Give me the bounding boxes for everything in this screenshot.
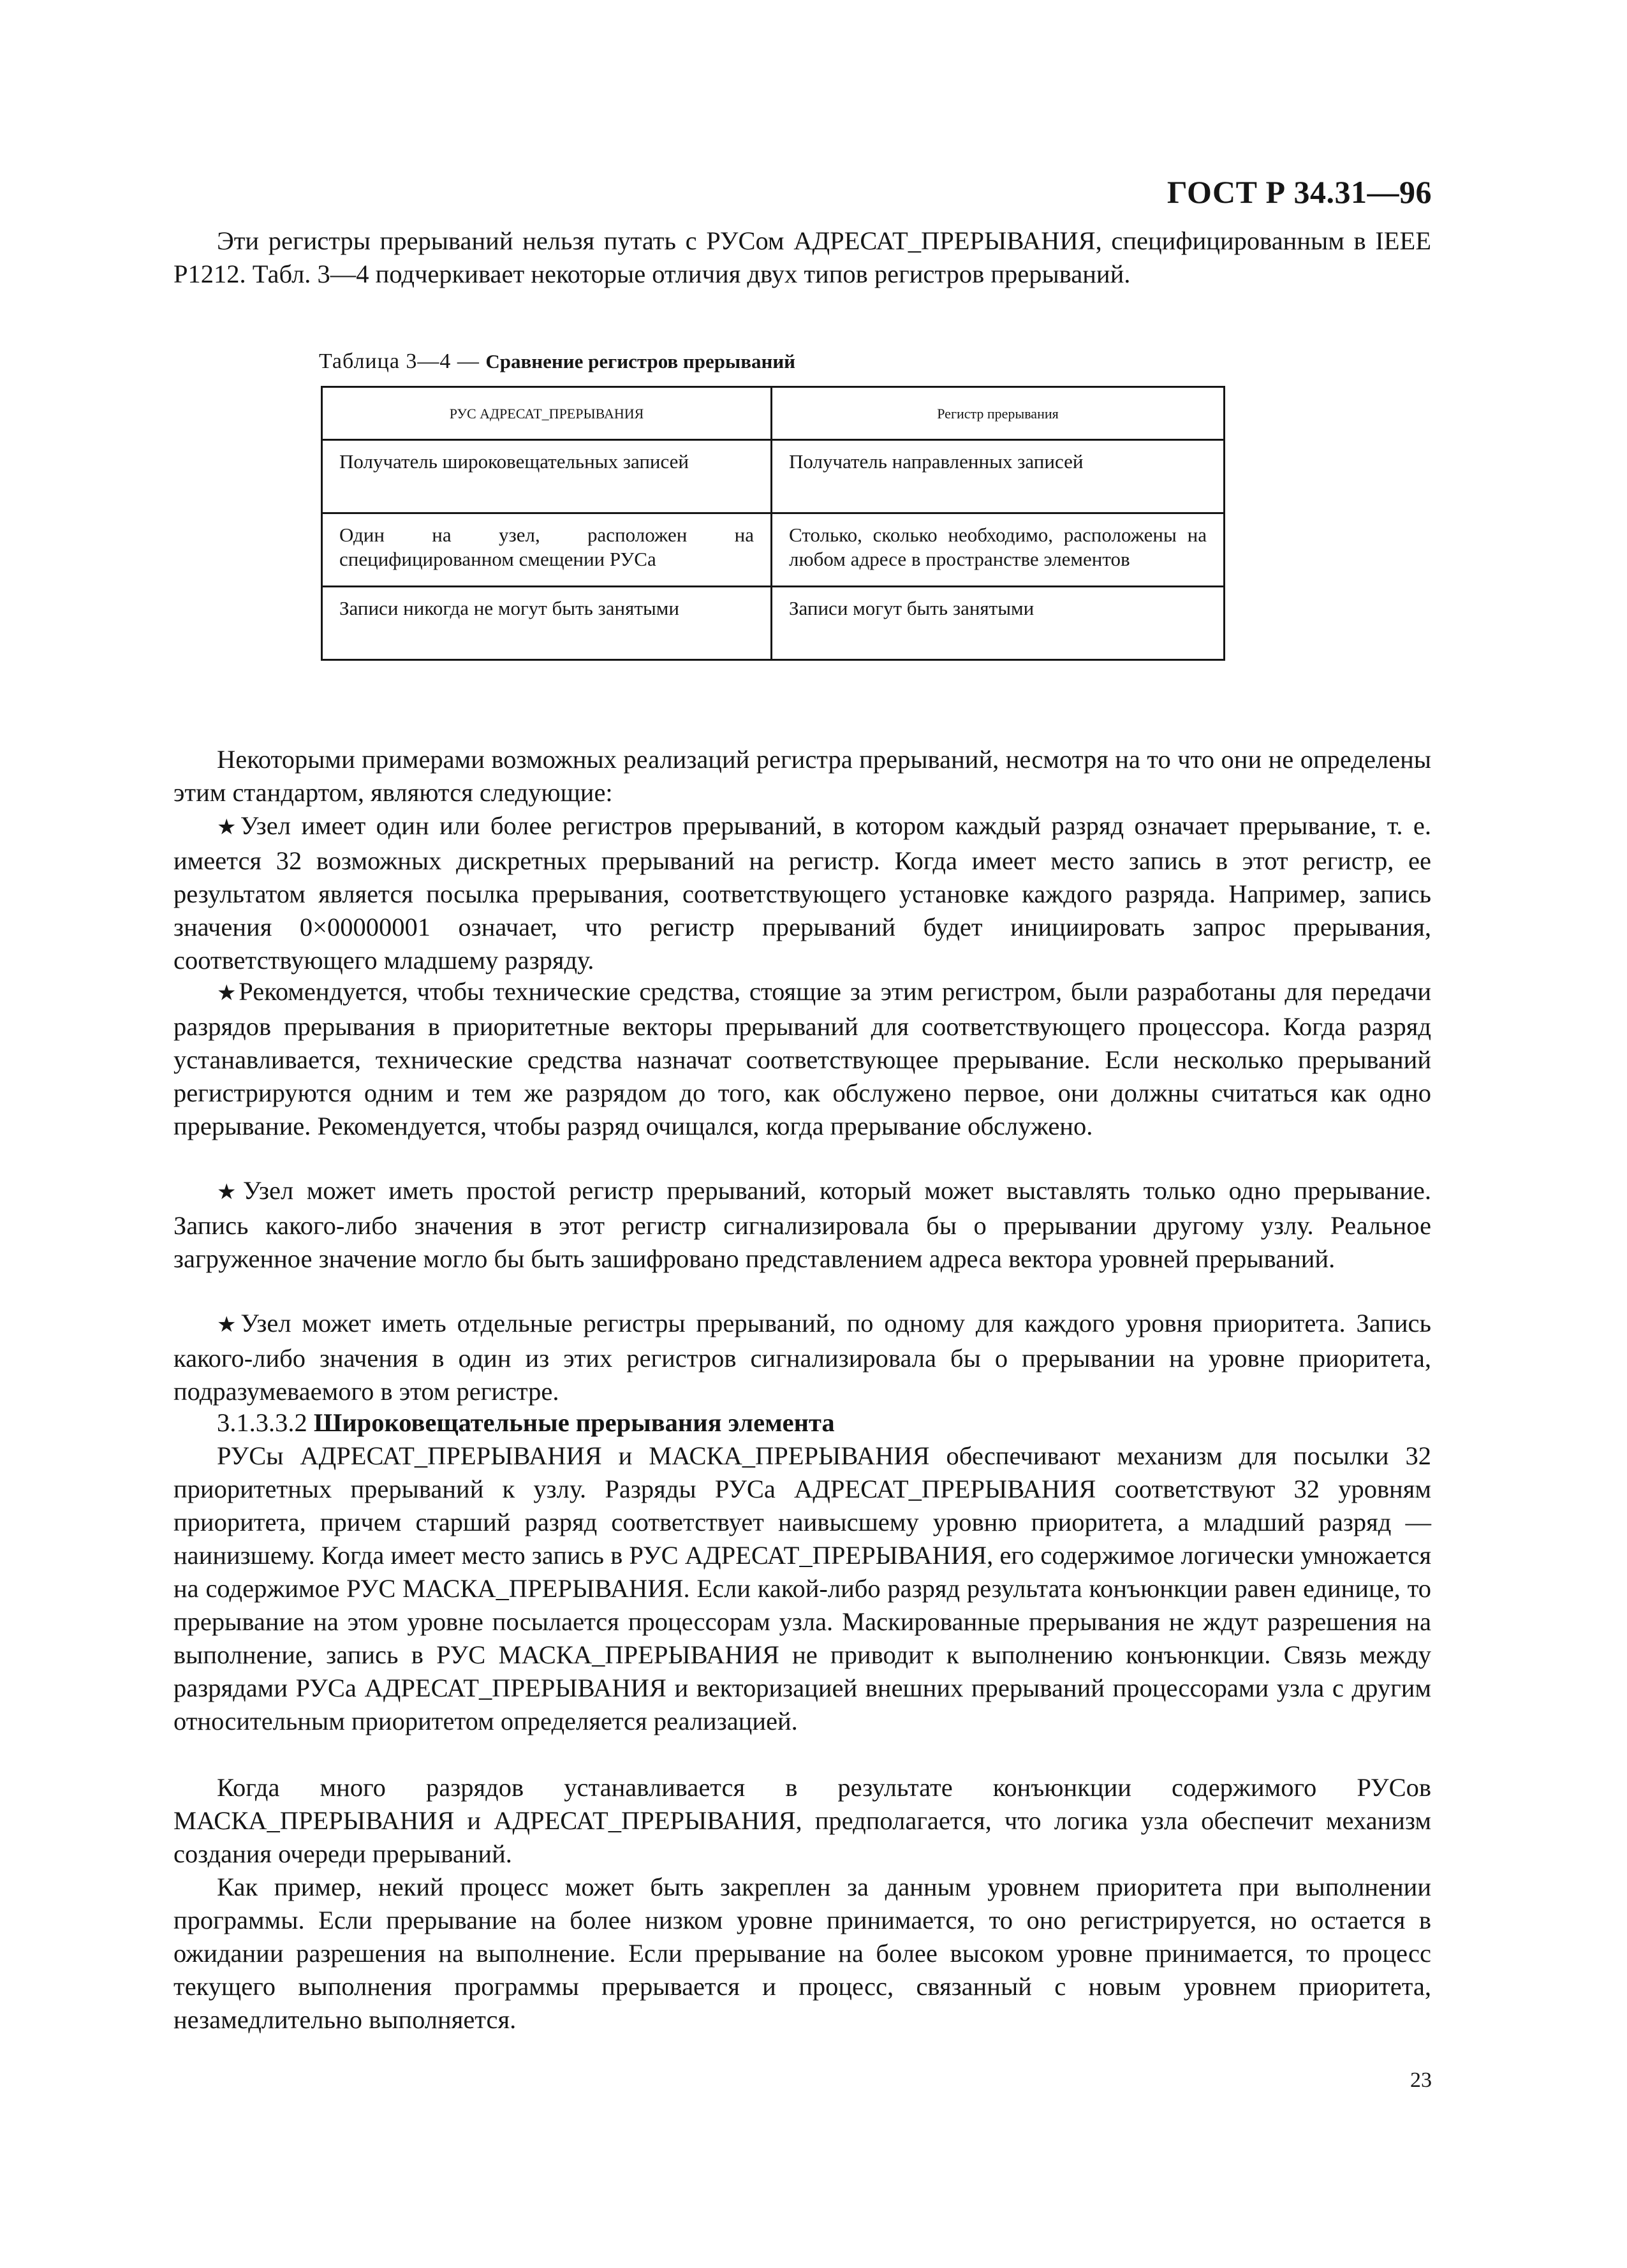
bullet-text: Узел имеет один или более регистров прерываний, в котором каждый разряд означает прерывание, т. е. имеется 32 возможных дискретных прерываний на регистр. Когда имеет место запись в этот регистр, ее результатом является посылка прерывания, соответствующего установке каждого разряда. Например, запись значения 0×00000001 означает, что регистр прерываний будет инициировать запрос прерывания, соответствующего младшему разряду. [173, 811, 1431, 975]
table-row [322, 587, 1225, 660]
table-row [322, 513, 1225, 587]
body-paragraph: РУСы АДРЕСАТ_ПРЕРЫВАНИЯ и МАСКА_ПРЕРЫВАНИЯ обеспечивают механизм для посылки 32 приоритетных прерываний к узлу. Разряды РУСа АДРЕСАТ_ПРЕРЫВАНИЯ соответствуют 32 уровням приоритета, причем старший разряд соответствует наивысшему уровню приоритета, а младший разряд — наинизшему. Когда имеет место запись в РУС АДРЕСАТ_ПРЕРЫВАНИЯ, его содержимое логически умножается на содержимое РУС МАСКА_ПРЕРЫВАНИЯ. Если какой-либо разряд результата конъюнкции равен единице, то прерывание на этом уровне посылается процессорам узла. Маскированные прерывания не ждут разрешения на выполнение, запись в РУС МАСКА_ПРЕРЫВАНИЯ не приводит к выполнению конъюнкции. Связь между разрядами РУСа АДРЕСАТ_ПРЕРЫВАНИЯ и векторизацией внешних прерываний процессорами узла с другим относительным приоритетом определяется реализацией. [173, 1441, 1431, 1735]
bullet-text: Узел может иметь простой регистр прерываний, который может выставлять только одно прерывание. Запись какого-либо значения в этот регистр сигнализировала бы о прерывании другому узлу. Реальное загруженное значение могло бы быть зашифровано представлением адреса вектора уровней прерываний. [173, 1176, 1431, 1273]
star-bullet-icon: ★ [217, 1181, 243, 1204]
body-paragraph: Как пример, некий процесс может быть закреплен за данным уровнем приоритета при выполнении программы. Если прерывание на более низком уровне принимается, то оно регистрируется, но остается в ожидании разрешения на выполнение. Если прерывание на более высоком уровне принимается, то процесс текущего выполнения программы прерывается и процесс, связанный с новым уровнем приоритета, незамедлительно выполняется. [173, 1873, 1431, 2034]
table-cell: Записи никогда не могут быть занятыми [322, 587, 772, 660]
table-header-cell: РУС АДРЕСАТ_ПРЕРЫВАНИЯ [322, 387, 772, 440]
examples-intro-paragraph: Некоторыми примерами возможных реализаций регистра прерываний, несмотря на то что они не определены этим стандартом, являются следующие: [173, 745, 1431, 807]
section-heading [173, 1406, 1431, 1440]
star-bullet-icon: ★ [217, 816, 240, 839]
bullet-text: Узел может иметь отдельные регистры прерываний, по одному для каждого уровня приоритета. Запись какого-либо значения в один из этих регистров сигнализировала бы о прерывании на уровне приоритета, подразумеваемого в этом регистре. [173, 1309, 1431, 1406]
table-caption-label: Таблица 3—4 — [319, 350, 486, 373]
table-header-cell: Регистр прерывания [772, 387, 1225, 440]
table-cell: Столько, сколько необходимо, расположены на любом адресе в пространстве элементов [772, 513, 1225, 587]
bullet-item [173, 975, 1431, 1143]
bullet-item [173, 1307, 1431, 1408]
section-number: 3.1.3.3.2 [217, 1408, 307, 1437]
table-caption-title: Сравнение регистров прерываний [485, 350, 796, 372]
table-cell: Получатель направленных записей [772, 440, 1225, 513]
page-number: 23 [1410, 2068, 1432, 2092]
intro-paragraph: Эти регистры прерываний нельзя путать с РУСом АДРЕСАТ_ПРЕРЫВАНИЯ, специфицированным в IEEE P1212. Табл. 3—4 подчеркивает некоторые отличия двух типов регистров прерываний. [173, 226, 1431, 288]
bullet-text: Рекомендуется, чтобы технические средства, стоящие за этим регистром, были разработаны для передачи разрядов прерывания в приоритетные векторы прерываний для соответствующего процессора. Когда разряд устанавливается, технические средства назначат соответствующее прерывание. Если несколько прерываний регистрируются одним и тем же разрядом до того, как обслужено первое, они должны считаться как одно прерывание. Рекомендуется, чтобы разряд очищался, когда прерывание обслужено. [173, 977, 1431, 1140]
table-row [322, 440, 1225, 513]
body-paragraph: Когда много разрядов устанавливается в результате конъюнкции содержимого РУСов МАСКА_ПРЕРЫВАНИЯ и АДРЕСАТ_ПРЕРЫВАНИЯ, предполагается, что логика узла обеспечит механизм создания очереди прерываний. [173, 1773, 1431, 1868]
table-header-row [322, 387, 1225, 440]
star-bullet-icon: ★ [217, 1313, 241, 1337]
document-code: ГОСТ Р 34.31—96 [1167, 174, 1432, 210]
star-bullet-icon: ★ [217, 982, 239, 1005]
comparison-table [321, 386, 1225, 661]
table-cell: Записи могут быть занятыми [772, 587, 1225, 660]
table-cell: Получатель широковещательных записей [322, 440, 772, 513]
table-caption [319, 350, 795, 374]
bullet-item [173, 1174, 1431, 1276]
section-title: Широковещательные прерывания элемента [313, 1408, 835, 1437]
bullet-item [173, 809, 1431, 977]
table-cell: Один на узел, расположен на специфицированном смещении РУСа [322, 513, 772, 587]
